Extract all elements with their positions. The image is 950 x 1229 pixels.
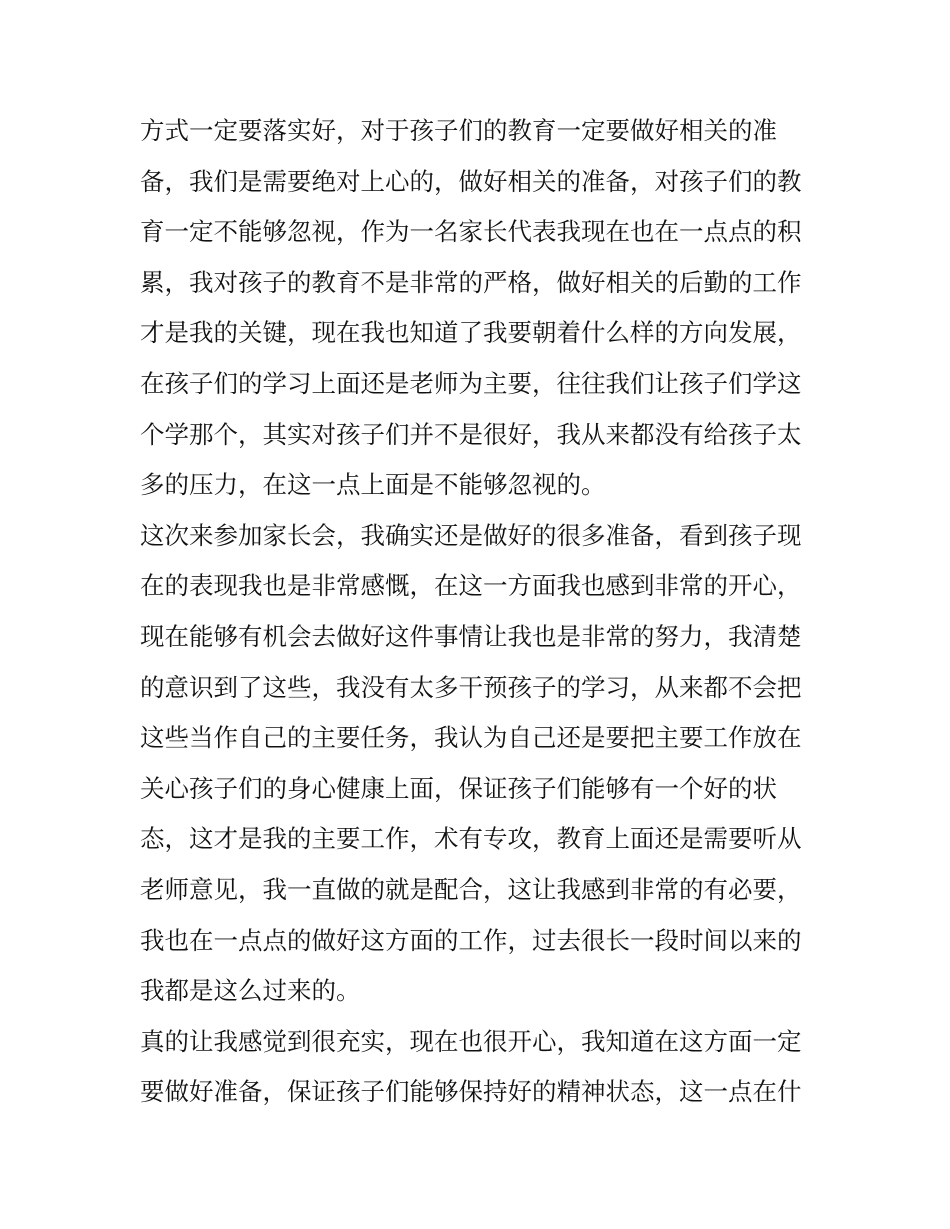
text-line: 在的表现我也是非常感慨，在这一方面我也感到非常的开心， bbox=[140, 571, 802, 601]
text-line: 现在能够有机会去做好这件事情让我也是非常的努力，我清楚 bbox=[140, 621, 802, 651]
text-line: 老师意见，我一直做的就是配合，这让我感到非常的有必要， bbox=[140, 874, 802, 904]
text-line: 的意识到了这些，我没有太多干预孩子的学习，从来都不会把 bbox=[140, 672, 802, 702]
text-line: 多的压力，在这一点上面是不能够忽视的。 bbox=[140, 470, 606, 500]
text-line: 真的让我感觉到很充实，现在也很开心，我知道在这方面一定 bbox=[140, 1026, 802, 1056]
text-line: 这次来参加家长会，我确实还是做好的很多准备，看到孩子现 bbox=[140, 520, 802, 550]
text-line: 育一定不能够忽视，作为一名家长代表我现在也在一点点的积 bbox=[140, 217, 802, 247]
text-line: 累，我对孩子的教育不是非常的严格，做好相关的后勤的工作 bbox=[140, 267, 802, 297]
text-line: 关心孩子们的身心健康上面，保证孩子们能够有一个好的状 bbox=[140, 773, 777, 803]
text-line: 个学那个，其实对孩子们并不是很好，我从来都没有给孩子太 bbox=[140, 419, 802, 449]
text-line: 要做好准备，保证孩子们能够保持好的精神状态，这一点在什 bbox=[140, 1077, 802, 1107]
text-line: 态，这才是我的主要工作，术有专攻，教育上面还是需要听从 bbox=[140, 824, 802, 854]
text-line: 这些当作自己的主要任务，我认为自己还是要把主要工作放在 bbox=[140, 723, 802, 753]
body-text bbox=[140, 106, 820, 1118]
text-line: 在孩子们的学习上面还是老师为主要，往往我们让孩子们学这 bbox=[140, 368, 802, 398]
text-line: 我也在一点点的做好这方面的工作，过去很长一段时间以来的 bbox=[140, 925, 802, 955]
text-line: 才是我的关键，现在我也知道了我要朝着什么样的方向发展， bbox=[140, 318, 802, 348]
text-line: 我都是这么过来的。 bbox=[140, 976, 361, 1006]
text-line: 方式一定要落实好，对于孩子们的教育一定要做好相关的准 bbox=[140, 116, 777, 145]
text-line: 备，我们是需要绝对上心的，做好相关的准备，对孩子们的教 bbox=[140, 166, 802, 196]
